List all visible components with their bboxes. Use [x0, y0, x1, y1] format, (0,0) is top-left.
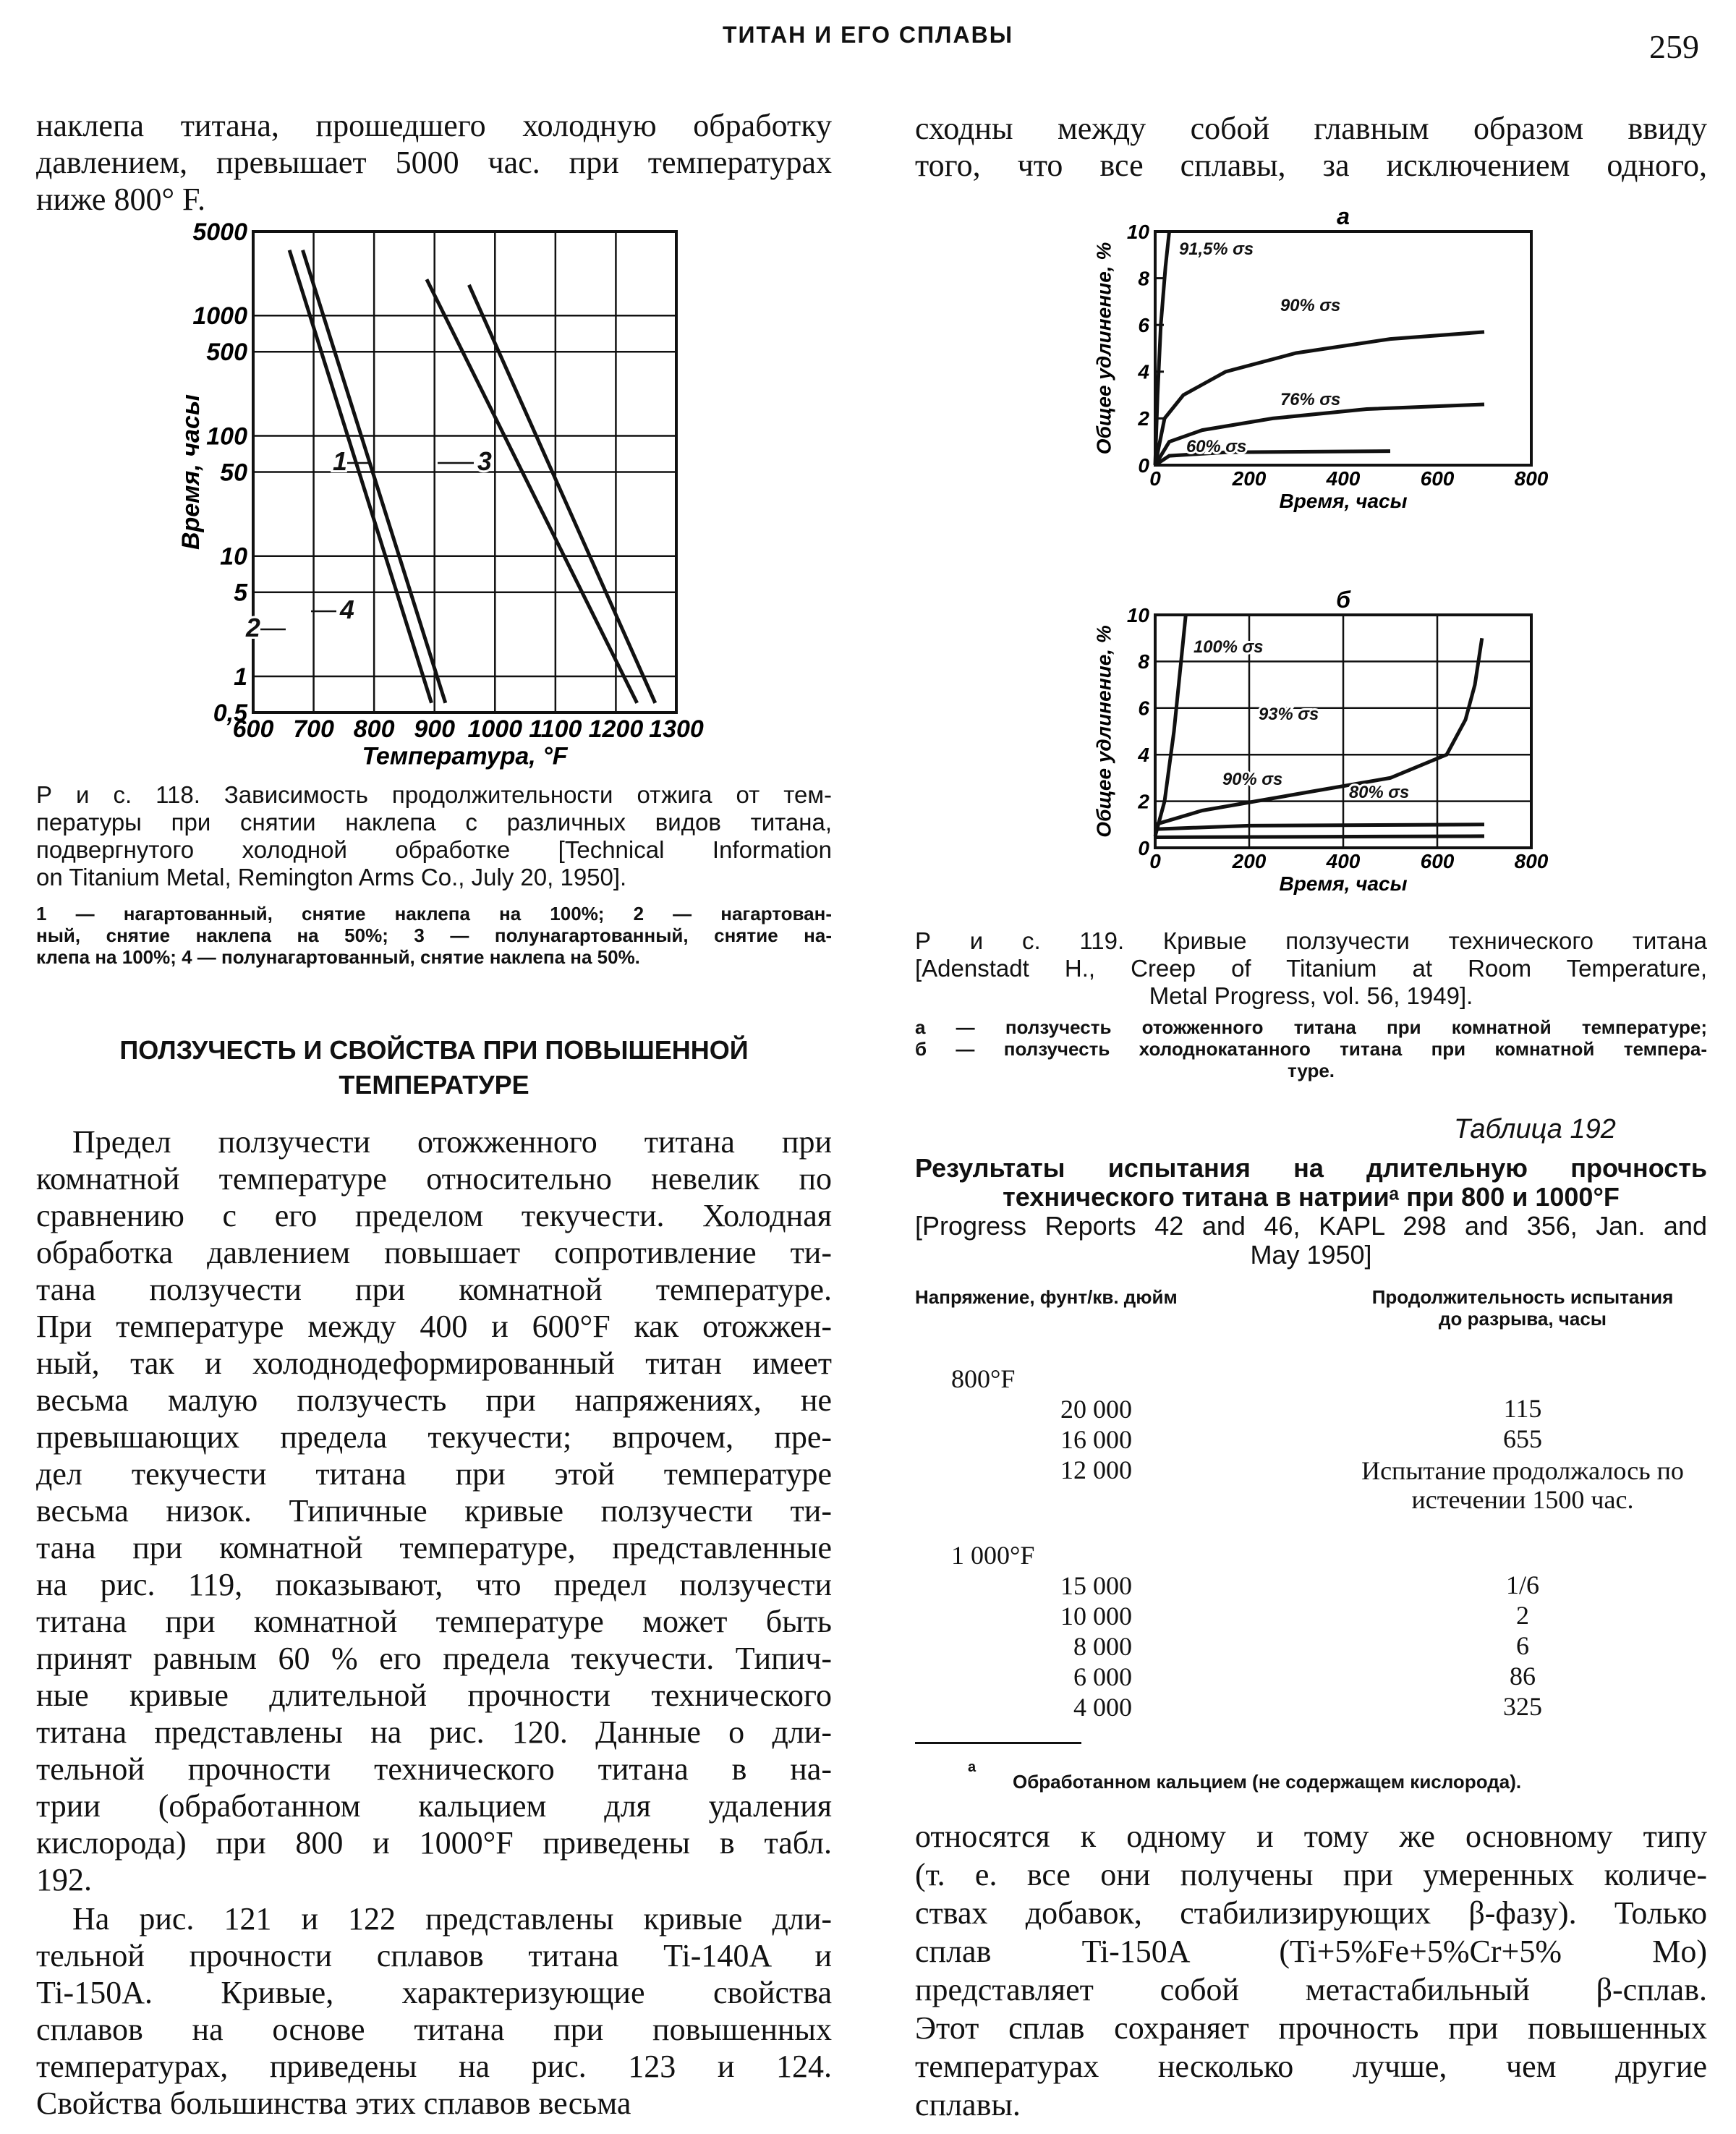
text-line: титана представлены на рис. 120. Данные о дли- [36, 1714, 832, 1750]
text-line: весьма низок. Типичные кривые ползучести ти- [36, 1493, 832, 1529]
text-line: давлением, превышает 5000 час. при температурах [36, 145, 832, 180]
y-tick-label: 50 [220, 459, 247, 487]
y-tick-label: 100 [206, 422, 247, 451]
figure-119a-chart [1071, 203, 1591, 543]
text-line: клепа на 100%; 4 — полунагартованный, снятие наклепа на 50%. [36, 946, 640, 968]
text-line: а — ползучесть отожженного титана при комнатной температуре; [915, 1016, 1707, 1038]
footnote-text: Обработанном кальцием (не содержащем кислорода). [1013, 1771, 1522, 1793]
series-label: 2 [246, 613, 260, 642]
duration-cell: 325 [1503, 1691, 1542, 1721]
x-tick-label: 600 [1420, 467, 1455, 490]
text-line: Р и с. 119. Кривые ползучести технического титана [915, 927, 1707, 954]
duration-cell: Испытание продолжалось по истечении 1500 час. [1361, 1456, 1684, 1514]
y-tick-label: 6 [1138, 697, 1149, 720]
table-body [915, 1364, 1711, 1725]
text-line: Предел ползучести отожженного титана при [72, 1124, 832, 1160]
x-tick-label: 1300 [649, 715, 704, 743]
y-tick-label: 2 [1138, 790, 1149, 813]
stress-cell: 6 000 [1073, 1662, 1132, 1691]
section-heading [36, 1033, 832, 1102]
series-line-80s [1155, 836, 1484, 838]
running-title: ТИТАН И ЕГО СПЛАВЫ [722, 22, 1014, 48]
stress-cell: 20 000 [1060, 1395, 1132, 1424]
series-label: 90% σs [1280, 296, 1341, 315]
table-source-line: May 1950] [1250, 1241, 1372, 1270]
x-tick-label: 600 [232, 715, 274, 743]
table-row [915, 1631, 1711, 1662]
duration-cell: 6 [1516, 1631, 1529, 1660]
text-line: дел текучести титана при этой температуре [36, 1456, 832, 1492]
text-line: on Titanium Metal, Remington Arms Co., July 20, 1950]. [36, 864, 627, 890]
text-line: на рис. 119, показывают, что предел ползучести [36, 1567, 832, 1602]
x-tick-label: 800 [353, 715, 395, 743]
series-line-1 [427, 279, 637, 703]
y-tick-label: 5 [234, 579, 247, 607]
series-line-100s [1155, 615, 1186, 836]
paragraph-1 [36, 1123, 832, 1898]
y-tick-label: 10 [1126, 603, 1149, 626]
text-line: комнатной температуре относительно невелик по [36, 1161, 832, 1196]
y-tick-label: 8 [1138, 267, 1149, 290]
text-line: тельной прочности сплавов титана Ti-140A и [36, 1938, 832, 1973]
figure-119-caption [915, 927, 1707, 1010]
text-line: Свойства большинства этих сплавов весьма [36, 2086, 631, 2121]
text-line: трии (обработанном кальцием для удаления [36, 1788, 832, 1824]
y-tick-label: 1 [234, 663, 247, 691]
figure-119b-chart [1071, 586, 1591, 926]
series-label: 100% σs [1194, 637, 1264, 657]
text-line: принят равным 60 % его предела текучести. Типич- [36, 1641, 832, 1676]
text-line: титана при комнатной температуре может быть [36, 1604, 832, 1639]
table-col2-header-line: Продолжительность испытания [1371, 1286, 1674, 1308]
stress-cell: 12 000 [1060, 1455, 1132, 1484]
text-line: наклепа титана, прошедшего холодную обработку [36, 108, 832, 143]
x-tick-label: 800 [1514, 850, 1549, 872]
y-tick-label: 0,5 [213, 699, 247, 727]
x-tick-label: 1000 [467, 715, 523, 743]
text-line: ствах добавок, стабилизирующих β-фазу). Только [915, 1895, 1707, 1931]
y-tick-label: 2 [1138, 407, 1149, 430]
table-col2-header [1338, 1286, 1707, 1330]
text-line: ный, так и холоднодеформированный титан имеет [36, 1346, 832, 1381]
stress-cell: 4 000 [1073, 1692, 1132, 1722]
x-tick-label: 900 [414, 715, 456, 743]
page-number: 259 [1649, 28, 1699, 65]
text-line: Metal Progress, vol. 56, 1949]. [1149, 982, 1473, 1009]
text-line: [Adenstadt H., Creep of Titanium at Room Temperature, [915, 955, 1707, 982]
text-line: сплав Ti-150A (Ti+5%Fe+5%Cr+5% Mo) [915, 1934, 1707, 1969]
text-line: б — ползучесть холоднокатанного титана при комнатной темпера- [915, 1038, 1707, 1060]
series-label: 90% σs [1222, 770, 1283, 789]
series-line-93s [1155, 638, 1482, 825]
series-label: 3 [477, 447, 492, 476]
y-tick-label: 4 [1138, 744, 1149, 766]
table-label: Таблица 192 [1454, 1114, 1616, 1144]
x-tick-label: 200 [1232, 467, 1267, 490]
text-line: температурах, приведены на рис. 123 и 124. [36, 2049, 832, 2084]
paragraph-2 [36, 1900, 832, 2122]
series-label: 80% σs [1349, 783, 1410, 802]
text-line: ные кривые длительной прочности технического [36, 1678, 832, 1713]
text-line: сплавы. [915, 2087, 1021, 2122]
text-line: кислорода) при 800 и 1000°F приведены в табл. [36, 1825, 832, 1861]
y-tick-label: 10 [1126, 220, 1149, 243]
text-line: Р и с. 118. Зависимость продолжительности отжига от тем- [36, 781, 832, 808]
text-line: обработка давлением повышает сопротивление ти- [36, 1235, 832, 1270]
y-tick-label: 10 [220, 543, 247, 571]
series-line-2 [289, 250, 431, 703]
series-label: 91,5% σs [1179, 239, 1254, 259]
table-group-header [915, 1540, 1711, 1570]
footnote-mark: а [968, 1759, 977, 1775]
figure-118-chart [130, 217, 745, 781]
right-bottom-text [915, 1817, 1707, 2124]
stress-cell: 10 000 [1060, 1601, 1132, 1631]
figure-118-caption [36, 781, 832, 891]
table-group-temp: 800°F [951, 1364, 1016, 1393]
section-heading-line: ТЕМПЕРАТУРЕ [339, 1070, 529, 1100]
series-label: 93% σs [1259, 705, 1319, 724]
table-row [915, 1662, 1711, 1692]
text-line: Ti-150A. Кривые, характеризующие свойства [36, 1975, 832, 2010]
text-line: представляет собой метастабильный β-сплав. [915, 1972, 1707, 2007]
table-group-temp: 1 000°F [951, 1540, 1035, 1570]
table-row [915, 1394, 1711, 1424]
series-label: 60% σs [1186, 437, 1247, 456]
y-tick-label: 1000 [192, 302, 247, 331]
text-line: При температуре между 400 и 600°F как отожжен- [36, 1309, 832, 1344]
text-line: относятся к одному и тому же основному типу [915, 1819, 1707, 1854]
table-row [915, 1601, 1711, 1631]
table-col2-header-line: до разрыва, часы [1438, 1308, 1607, 1330]
table-group-header [915, 1364, 1711, 1394]
x-tick-label: 200 [1232, 850, 1267, 872]
x-tick-label: 600 [1420, 850, 1455, 872]
figure-119-legend [915, 1016, 1707, 1081]
y-tick-label: 5000 [192, 218, 247, 246]
x-tick-label: 1200 [588, 715, 644, 743]
text-line: пературы при снятии наклепа с различных видов титана, [36, 809, 832, 836]
x-tick-label: 400 [1326, 850, 1361, 872]
y-tick-label: 6 [1138, 314, 1149, 336]
y-axis-label: Общее удлинение, % [1092, 242, 1115, 455]
y-tick-label: 0 [1138, 454, 1149, 477]
x-axis-label: Время, часы [1279, 489, 1408, 512]
duration-cell: 2 [1516, 1600, 1529, 1630]
panel-label: а [1337, 203, 1350, 229]
text-line: сходны между собой главным образом ввиду [915, 111, 1707, 146]
stress-cell: 8 000 [1073, 1631, 1132, 1661]
y-tick-label: 500 [206, 339, 247, 367]
duration-cell: 1/6 [1505, 1570, 1539, 1599]
series-label: 4 [340, 595, 354, 624]
y-axis-label: Время, часы [177, 394, 205, 550]
section-heading-line: ПОЛЗУЧЕСТЬ И СВОЙСТВА ПРИ ПОВЫШЕННОЙ [119, 1035, 749, 1065]
x-tick-label: 0 [1149, 850, 1161, 872]
duration-cell: 86 [1510, 1661, 1536, 1691]
text-line: превышающих предела текучести; впрочем, пре- [36, 1419, 832, 1455]
y-tick-label: 4 [1138, 360, 1149, 383]
x-axis-label: Температура, °F [362, 742, 568, 770]
x-tick-label: 400 [1326, 467, 1361, 490]
stress-cell: 15 000 [1060, 1570, 1132, 1600]
footnote-rule [915, 1742, 1081, 1744]
text-line: ниже 800° F. [36, 182, 205, 217]
x-tick-label: 700 [293, 715, 334, 743]
text-line: подвергнутого холодной обработке [Technical Information [36, 836, 832, 863]
series-label: 76% σs [1280, 390, 1341, 409]
x-tick-label: 1100 [529, 715, 582, 743]
table-row [915, 1455, 1711, 1514]
duration-cell: 655 [1503, 1424, 1542, 1453]
table-col1-header: Напряжение, фунт/кв. дюйм [915, 1286, 1178, 1308]
x-axis-label: Время, часы [1279, 872, 1408, 895]
text-line: весьма малую ползучесть при напряжениях, не [36, 1382, 832, 1418]
text-line: сравнению с его пределом текучести. Холодная [36, 1198, 832, 1233]
x-tick-label: 0 [1149, 467, 1161, 490]
duration-cell: 115 [1503, 1394, 1542, 1423]
text-line: туре. [1287, 1060, 1335, 1081]
stress-cell: 16 000 [1060, 1425, 1132, 1454]
y-tick-label: 8 [1138, 650, 1149, 673]
series-line-3 [469, 285, 655, 703]
panel-label: б [1336, 587, 1350, 613]
text-line: температурах несколько лучше, чем другие [915, 2049, 1707, 2084]
text-line: На рис. 121 и 122 представлены кривые дли- [72, 1901, 832, 1937]
table-row [915, 1570, 1711, 1601]
y-axis-label: Общее удлинение, % [1092, 625, 1115, 838]
table-row [915, 1424, 1711, 1455]
text-line: тана ползучести при комнатной температуре. [36, 1272, 832, 1307]
y-tick-label: 0 [1138, 836, 1149, 859]
table-source-line: [Progress Reports 42 and 46, KAPL 298 and 356, Jan. and [915, 1212, 1707, 1241]
right-top-text [915, 110, 1707, 184]
table-row [915, 1692, 1711, 1722]
series-line-90s [1155, 825, 1484, 829]
text-line: сплавов на основе титана при повышенных [36, 2012, 832, 2047]
left-top-text [36, 107, 832, 218]
text-line: (т. е. все они получены при умеренных количе- [915, 1857, 1707, 1892]
text-line: 192. [36, 1862, 92, 1897]
table-title-line: технического титана в натрииᵃ при 800 и 1000°F [1003, 1183, 1620, 1212]
text-line: того, что все сплавы, за исключением одного, [915, 148, 1707, 183]
text-line: Этот сплав сохраняет прочность при повышенных [915, 2010, 1707, 2046]
text-line: тельной прочности технического титана в на- [36, 1751, 832, 1787]
x-tick-label: 800 [1514, 467, 1549, 490]
table-title-line: Результаты испытания на длительную прочность [915, 1154, 1707, 1183]
table-title [915, 1154, 1707, 1270]
series-label: 1 [333, 447, 347, 476]
text-line: 1 — нагартованный, снятие наклепа на 100%; 2 — нагартован- [36, 903, 832, 924]
text-line: ный, снятие наклепа на 50%; 3 — полунагартованный, снятие на- [36, 924, 832, 946]
figure-118-legend [36, 903, 832, 968]
text-line: тана при комнатной температуре, представленные [36, 1530, 832, 1565]
